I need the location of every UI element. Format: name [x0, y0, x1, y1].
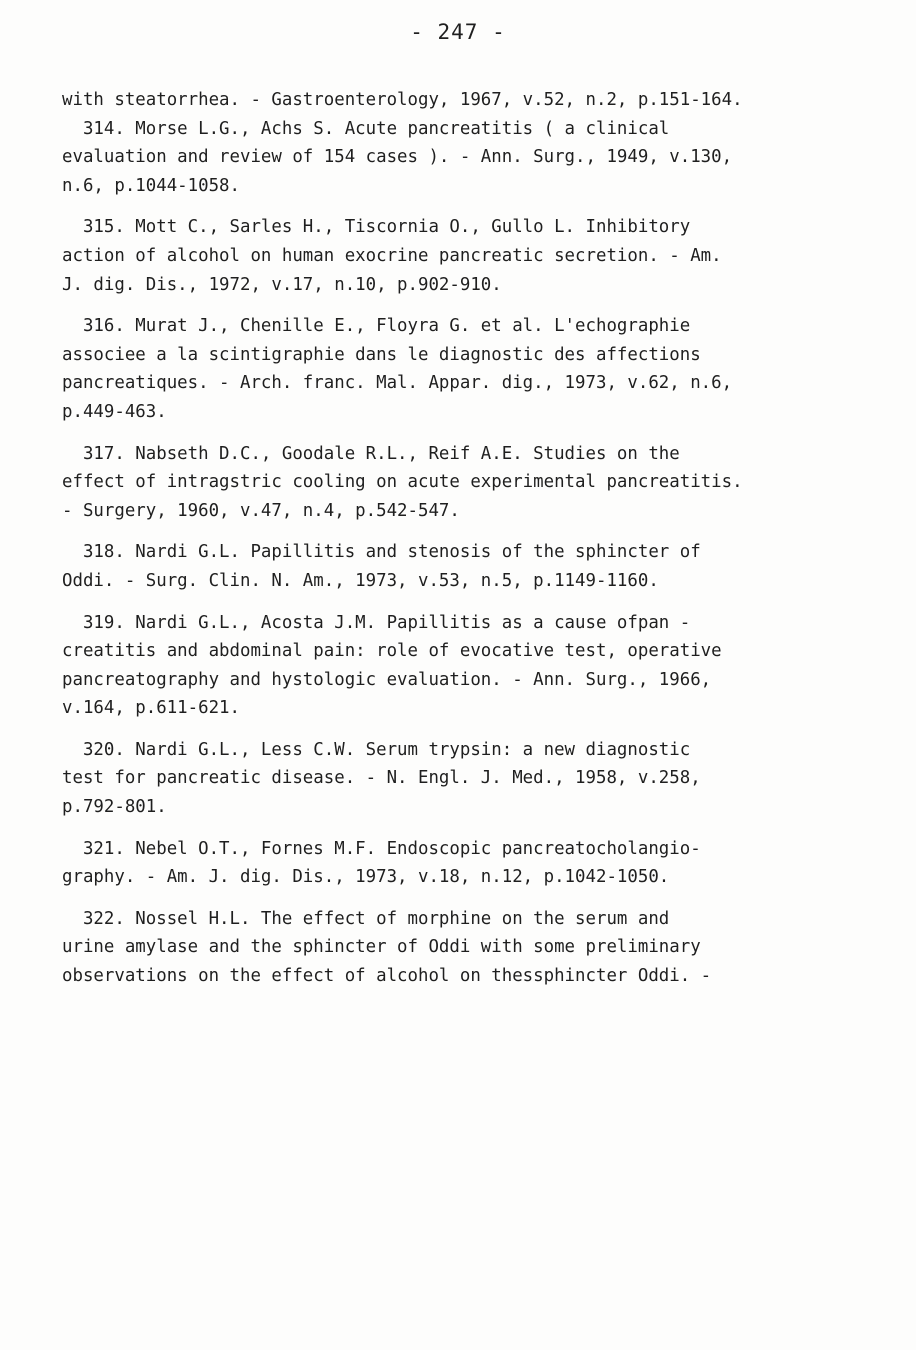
paragraph-gap	[62, 427, 862, 440]
paragraph-gap	[62, 892, 862, 905]
text-line: effect of intragstric cooling on acute experimental pancreatitis.	[62, 472, 743, 493]
text-line: 321. Nebel O.T., Fornes M.F. Endoscopic pancreatocholangio-	[62, 838, 701, 859]
text-line: p.792-801.	[62, 797, 167, 818]
paragraph-gap	[62, 200, 862, 213]
text-line: observations on the effect of alcohol on thessphincter Oddi. -	[62, 966, 712, 987]
text-line: 317. Nabseth D.C., Goodale R.L., Reif A.E. Studies on the	[62, 443, 680, 464]
text-line: Oddi. - Surg. Clin. N. Am., 1973, v.53, n.5, p.1149-1160.	[62, 570, 659, 591]
text-line: n.6, p.1044-1058.	[62, 175, 240, 196]
text-line: v.164, p.611-621.	[62, 698, 240, 719]
text-line: evaluation and review of 154 cases ). - Ann. Surg., 1949, v.130,	[62, 147, 733, 168]
paragraph-gap	[62, 822, 862, 835]
text-line: 314. Morse L.G., Achs S. Acute pancreatitis ( a clinical	[62, 118, 670, 139]
text-line: 318. Nardi G.L. Papillitis and stenosis of the sphincter of	[62, 542, 701, 563]
paragraph-gap	[62, 299, 862, 312]
text-line: pancreatiques. - Arch. franc. Mal. Appar. dig., 1973, v.62, n.6,	[62, 373, 733, 394]
text-line: creatitis and abdominal pain: role of evocative test, operative	[62, 641, 722, 662]
text-line: - Surgery, 1960, v.47, n.4, p.542-547.	[62, 500, 460, 521]
text-line: associee a la scintigraphie dans le diagnostic des affections	[62, 344, 701, 365]
paragraph-gap	[62, 525, 862, 538]
text-line: graphy. - Am. J. dig. Dis., 1973, v.18, n.12, p.1042-1050.	[62, 867, 670, 888]
paragraph-gap	[62, 723, 862, 736]
text-line: pancreatography and hystologic evaluation. - Ann. Surg., 1966,	[62, 669, 712, 690]
text-line: 316. Murat J., Chenille E., Floyra G. et al. L'echographie	[62, 316, 691, 337]
page-number: - 247 -	[410, 20, 506, 44]
text-line: 319. Nardi G.L., Acosta J.M. Papillitis as a cause ofpan -	[62, 612, 691, 633]
text-line: with steatorrhea. - Gastroenterology, 1967, v.52, n.2, p.151-164.	[62, 90, 743, 110]
text-line: J. dig. Dis., 1972, v.17, n.10, p.902-910.	[62, 274, 502, 295]
text-line: test for pancreatic disease. - N. Engl. J. Med., 1958, v.258,	[62, 768, 701, 789]
text-line: 322. Nossel H.L. The effect of morphine on the serum and	[62, 908, 670, 929]
text-line: urine amylase and the sphincter of Oddi with some preliminary	[62, 937, 701, 958]
reference-list	[62, 86, 862, 991]
text-line: 315. Mott C., Sarles H., Tiscornia O., Gullo L. Inhibitory	[62, 217, 691, 238]
text-line: p.449-463.	[62, 401, 167, 422]
text-line: 320. Nardi G.L., Less C.W. Serum trypsin: a new diagnostic	[62, 739, 691, 760]
text-line: action of alcohol on human exocrine pancreatic secretion. - Am.	[62, 245, 722, 266]
paragraph-gap	[62, 596, 862, 609]
